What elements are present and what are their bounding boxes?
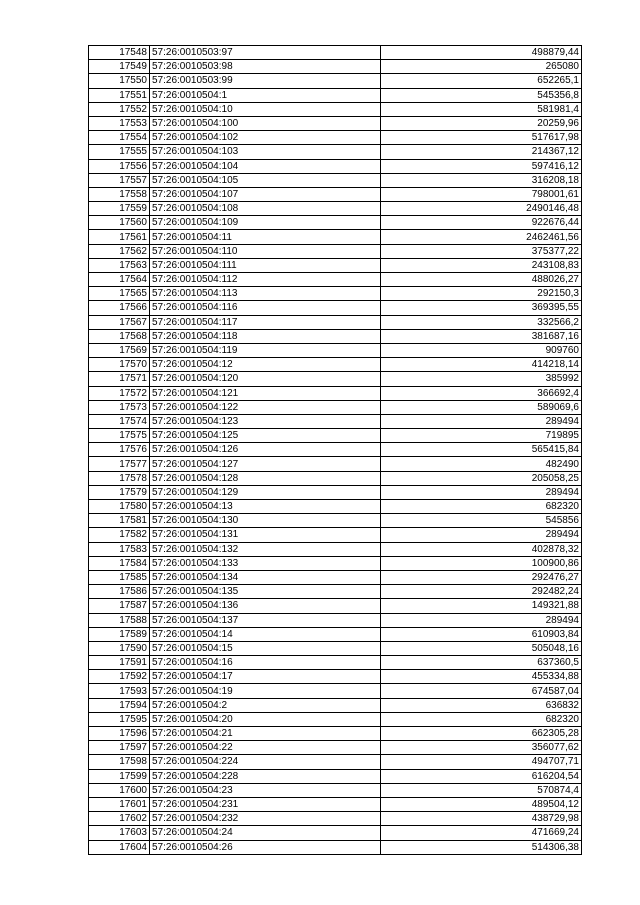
table-row	[89, 627, 582, 641]
row-number-cell: 17580	[89, 500, 150, 514]
cadastral-number-cell: 57:26:0010504:15	[150, 641, 381, 655]
cadastral-number-cell: 57:26:0010504:126	[150, 443, 381, 457]
row-number-cell: 17575	[89, 429, 150, 443]
row-number-cell: 17595	[89, 712, 150, 726]
cadastral-value-cell: 581981,4	[381, 102, 582, 116]
cadastral-number-cell: 57:26:0010504:136	[150, 599, 381, 613]
table-row	[89, 514, 582, 528]
table-row	[89, 641, 582, 655]
cadastral-number-cell: 57:26:0010504:103	[150, 145, 381, 159]
row-number-cell: 17566	[89, 301, 150, 315]
row-number-cell: 17562	[89, 244, 150, 258]
row-number-cell: 17571	[89, 372, 150, 386]
cadastral-value-cell: 292476,27	[381, 570, 582, 584]
cadastral-number-cell: 57:26:0010503:99	[150, 74, 381, 88]
cadastral-value-cell: 414218,14	[381, 358, 582, 372]
row-number-cell: 17594	[89, 698, 150, 712]
cadastral-value-cell: 570874,4	[381, 783, 582, 797]
cadastral-value-cell: 489504,12	[381, 797, 582, 811]
cadastral-value-cell: 517617,98	[381, 131, 582, 145]
row-number-cell: 17592	[89, 670, 150, 684]
table-row	[89, 570, 582, 584]
table-row	[89, 88, 582, 102]
cadastral-number-cell: 57:26:0010503:97	[150, 46, 381, 60]
cadastral-value-cell: 402878,32	[381, 542, 582, 556]
cadastral-number-cell: 57:26:0010504:26	[150, 840, 381, 854]
row-number-cell: 17572	[89, 386, 150, 400]
cadastral-number-cell: 57:26:0010504:111	[150, 258, 381, 272]
cadastral-number-cell: 57:26:0010504:232	[150, 812, 381, 826]
table-row	[89, 258, 582, 272]
cadastral-value-cell: 545856	[381, 514, 582, 528]
cadastral-value-cell: 471669,24	[381, 826, 582, 840]
row-number-cell: 17593	[89, 684, 150, 698]
cadastral-number-cell: 57:26:0010504:116	[150, 301, 381, 315]
row-number-cell: 17584	[89, 556, 150, 570]
table-row	[89, 840, 582, 854]
row-number-cell: 17569	[89, 343, 150, 357]
row-number-cell: 17600	[89, 783, 150, 797]
cadastral-number-cell: 57:26:0010504:100	[150, 116, 381, 130]
cadastral-value-cell: 498879,44	[381, 46, 582, 60]
cadastral-value-cell: 514306,38	[381, 840, 582, 854]
row-number-cell: 17590	[89, 641, 150, 655]
table-row	[89, 684, 582, 698]
cadastral-number-cell: 57:26:0010504:21	[150, 727, 381, 741]
table-row	[89, 202, 582, 216]
table-row	[89, 343, 582, 357]
cadastral-value-cell: 682320	[381, 712, 582, 726]
table-row	[89, 485, 582, 499]
row-number-cell: 17556	[89, 159, 150, 173]
table-row	[89, 159, 582, 173]
table-row	[89, 287, 582, 301]
table-row	[89, 358, 582, 372]
cadastral-value-cell: 662305,28	[381, 727, 582, 741]
table-row	[89, 173, 582, 187]
table-row	[89, 102, 582, 116]
table-row	[89, 528, 582, 542]
cadastral-number-cell: 57:26:0010504:2	[150, 698, 381, 712]
row-number-cell: 17588	[89, 613, 150, 627]
cadastral-number-cell: 57:26:0010504:130	[150, 514, 381, 528]
cadastral-value-cell: 265080	[381, 60, 582, 74]
cadastral-number-cell: 57:26:0010504:11	[150, 230, 381, 244]
cadastral-value-cell: 610903,84	[381, 627, 582, 641]
cadastral-value-cell: 369395,55	[381, 301, 582, 315]
row-number-cell: 17557	[89, 173, 150, 187]
row-number-cell: 17581	[89, 514, 150, 528]
cadastral-value-cell: 719895	[381, 429, 582, 443]
cadastral-number-cell: 57:26:0010504:107	[150, 187, 381, 201]
cadastral-number-cell: 57:26:0010504:224	[150, 755, 381, 769]
table-row	[89, 443, 582, 457]
row-number-cell: 17585	[89, 570, 150, 584]
cadastral-value-cell: 616204,54	[381, 769, 582, 783]
cadastral-value-cell: 214367,12	[381, 145, 582, 159]
cadastral-value-cell: 149321,88	[381, 599, 582, 613]
cadastral-number-cell: 57:26:0010504:16	[150, 656, 381, 670]
table-row	[89, 542, 582, 556]
cadastral-value-cell: 589069,6	[381, 400, 582, 414]
cadastral-value-cell: 455334,88	[381, 670, 582, 684]
table-row	[89, 131, 582, 145]
row-number-cell: 17558	[89, 187, 150, 201]
cadastral-number-cell: 57:26:0010504:102	[150, 131, 381, 145]
cadastral-value-cell: 381687,16	[381, 329, 582, 343]
table-row	[89, 797, 582, 811]
table-row	[89, 301, 582, 315]
row-number-cell: 17561	[89, 230, 150, 244]
row-number-cell: 17583	[89, 542, 150, 556]
row-number-cell: 17551	[89, 88, 150, 102]
row-number-cell: 17601	[89, 797, 150, 811]
cadastral-value-cell: 637360,5	[381, 656, 582, 670]
row-number-cell: 17579	[89, 485, 150, 499]
cadastral-number-cell: 57:26:0010504:24	[150, 826, 381, 840]
cadastral-value-cell: 289494	[381, 613, 582, 627]
cadastral-value-cell: 636832	[381, 698, 582, 712]
row-number-cell: 17548	[89, 46, 150, 60]
table-row	[89, 244, 582, 258]
cadastral-value-cell: 366692,4	[381, 386, 582, 400]
cadastral-value-cell: 243108,83	[381, 258, 582, 272]
row-number-cell: 17603	[89, 826, 150, 840]
cadastral-value-cell: 292150,3	[381, 287, 582, 301]
table-row	[89, 656, 582, 670]
table-row	[89, 712, 582, 726]
row-number-cell: 17560	[89, 216, 150, 230]
cadastral-number-cell: 57:26:0010504:135	[150, 585, 381, 599]
cadastral-number-cell: 57:26:0010504:112	[150, 273, 381, 287]
cadastral-number-cell: 57:26:0010504:1	[150, 88, 381, 102]
table-row	[89, 46, 582, 60]
table-row	[89, 60, 582, 74]
cadastral-number-cell: 57:26:0010504:23	[150, 783, 381, 797]
cadastral-number-cell: 57:26:0010504:109	[150, 216, 381, 230]
row-number-cell: 17553	[89, 116, 150, 130]
cadastral-number-cell: 57:26:0010504:108	[150, 202, 381, 216]
row-number-cell: 17559	[89, 202, 150, 216]
row-number-cell: 17568	[89, 329, 150, 343]
cadastral-number-cell: 57:26:0010504:231	[150, 797, 381, 811]
cadastral-number-cell: 57:26:0010504:228	[150, 769, 381, 783]
cadastral-value-cell: 205058,25	[381, 471, 582, 485]
cadastral-number-cell: 57:26:0010504:131	[150, 528, 381, 542]
cadastral-value-cell: 20259,96	[381, 116, 582, 130]
cadastral-value-cell: 922676,44	[381, 216, 582, 230]
table-row	[89, 187, 582, 201]
table-row	[89, 727, 582, 741]
cadastral-number-cell: 57:26:0010504:110	[150, 244, 381, 258]
table-row	[89, 400, 582, 414]
table-row	[89, 741, 582, 755]
table-row	[89, 230, 582, 244]
cadastral-value-cell: 674587,04	[381, 684, 582, 698]
row-number-cell: 17582	[89, 528, 150, 542]
cadastral-number-cell: 57:26:0010504:13	[150, 500, 381, 514]
row-number-cell: 17550	[89, 74, 150, 88]
row-number-cell: 17573	[89, 400, 150, 414]
cadastral-number-cell: 57:26:0010504:20	[150, 712, 381, 726]
cadastral-number-cell: 57:26:0010504:12	[150, 358, 381, 372]
cadastral-value-cell: 438729,98	[381, 812, 582, 826]
cadastral-value-cell: 356077,62	[381, 741, 582, 755]
cadastral-number-cell: 57:26:0010504:120	[150, 372, 381, 386]
cadastral-value-cell: 565415,84	[381, 443, 582, 457]
cadastral-number-cell: 57:26:0010504:127	[150, 457, 381, 471]
cadastral-value-cell: 332566,2	[381, 315, 582, 329]
row-number-cell: 17578	[89, 471, 150, 485]
cadastral-number-cell: 57:26:0010504:19	[150, 684, 381, 698]
cadastral-value-cell: 488026,27	[381, 273, 582, 287]
table-row	[89, 116, 582, 130]
row-number-cell: 17555	[89, 145, 150, 159]
table-row	[89, 500, 582, 514]
row-number-cell: 17597	[89, 741, 150, 755]
cadastral-value-cell: 482490	[381, 457, 582, 471]
cadastral-number-cell: 57:26:0010504:117	[150, 315, 381, 329]
cadastral-value-cell: 385992	[381, 372, 582, 386]
row-number-cell: 17596	[89, 727, 150, 741]
cadastral-value-table	[88, 45, 582, 855]
cadastral-value-cell: 494707,71	[381, 755, 582, 769]
cadastral-value-cell: 292482,24	[381, 585, 582, 599]
row-number-cell: 17587	[89, 599, 150, 613]
cadastral-number-cell: 57:26:0010503:98	[150, 60, 381, 74]
table-row	[89, 372, 582, 386]
cadastral-value-cell: 682320	[381, 500, 582, 514]
cadastral-value-cell: 289494	[381, 528, 582, 542]
row-number-cell: 17552	[89, 102, 150, 116]
table-body	[89, 46, 582, 855]
cadastral-number-cell: 57:26:0010504:14	[150, 627, 381, 641]
cadastral-number-cell: 57:26:0010504:104	[150, 159, 381, 173]
row-number-cell: 17563	[89, 258, 150, 272]
cadastral-number-cell: 57:26:0010504:121	[150, 386, 381, 400]
table-row	[89, 826, 582, 840]
table-row	[89, 414, 582, 428]
table-row	[89, 556, 582, 570]
cadastral-number-cell: 57:26:0010504:10	[150, 102, 381, 116]
cadastral-number-cell: 57:26:0010504:17	[150, 670, 381, 684]
table-row	[89, 145, 582, 159]
cadastral-value-cell: 100900,86	[381, 556, 582, 570]
row-number-cell: 17598	[89, 755, 150, 769]
cadastral-number-cell: 57:26:0010504:119	[150, 343, 381, 357]
table-row	[89, 315, 582, 329]
cadastral-number-cell: 57:26:0010504:128	[150, 471, 381, 485]
cadastral-value-cell: 597416,12	[381, 159, 582, 173]
row-number-cell: 17604	[89, 840, 150, 854]
cadastral-number-cell: 57:26:0010504:133	[150, 556, 381, 570]
cadastral-number-cell: 57:26:0010504:105	[150, 173, 381, 187]
row-number-cell: 17599	[89, 769, 150, 783]
cadastral-value-cell: 505048,16	[381, 641, 582, 655]
cadastral-number-cell: 57:26:0010504:129	[150, 485, 381, 499]
cadastral-value-cell: 2462461,56	[381, 230, 582, 244]
table-row	[89, 471, 582, 485]
row-number-cell: 17586	[89, 585, 150, 599]
row-number-cell: 17554	[89, 131, 150, 145]
table-row	[89, 698, 582, 712]
table-row	[89, 755, 582, 769]
cadastral-number-cell: 57:26:0010504:134	[150, 570, 381, 584]
cadastral-value-cell: 909760	[381, 343, 582, 357]
cadastral-number-cell: 57:26:0010504:113	[150, 287, 381, 301]
row-number-cell: 17577	[89, 457, 150, 471]
cadastral-number-cell: 57:26:0010504:123	[150, 414, 381, 428]
table-row	[89, 329, 582, 343]
table-row	[89, 769, 582, 783]
row-number-cell: 17564	[89, 273, 150, 287]
cadastral-value-cell: 2490146,48	[381, 202, 582, 216]
row-number-cell: 17589	[89, 627, 150, 641]
cadastral-number-cell: 57:26:0010504:132	[150, 542, 381, 556]
table-row	[89, 386, 582, 400]
row-number-cell: 17570	[89, 358, 150, 372]
row-number-cell: 17567	[89, 315, 150, 329]
cadastral-value-cell: 798001,61	[381, 187, 582, 201]
table-row	[89, 613, 582, 627]
cadastral-value-cell: 652265,1	[381, 74, 582, 88]
cadastral-value-cell: 545356,8	[381, 88, 582, 102]
cadastral-number-cell: 57:26:0010504:22	[150, 741, 381, 755]
table-row	[89, 783, 582, 797]
row-number-cell: 17602	[89, 812, 150, 826]
table-row	[89, 273, 582, 287]
row-number-cell: 17591	[89, 656, 150, 670]
row-number-cell: 17549	[89, 60, 150, 74]
table-row	[89, 585, 582, 599]
table-row	[89, 670, 582, 684]
cadastral-value-cell: 289494	[381, 414, 582, 428]
table-row	[89, 74, 582, 88]
row-number-cell: 17565	[89, 287, 150, 301]
cadastral-value-cell: 289494	[381, 485, 582, 499]
table-row	[89, 216, 582, 230]
cadastral-number-cell: 57:26:0010504:125	[150, 429, 381, 443]
table-row	[89, 812, 582, 826]
cadastral-value-cell: 375377,22	[381, 244, 582, 258]
cadastral-number-cell: 57:26:0010504:122	[150, 400, 381, 414]
table-row	[89, 429, 582, 443]
cadastral-value-cell: 316208,18	[381, 173, 582, 187]
cadastral-number-cell: 57:26:0010504:137	[150, 613, 381, 627]
table-row	[89, 457, 582, 471]
table-row	[89, 599, 582, 613]
cadastral-number-cell: 57:26:0010504:118	[150, 329, 381, 343]
row-number-cell: 17576	[89, 443, 150, 457]
row-number-cell: 17574	[89, 414, 150, 428]
